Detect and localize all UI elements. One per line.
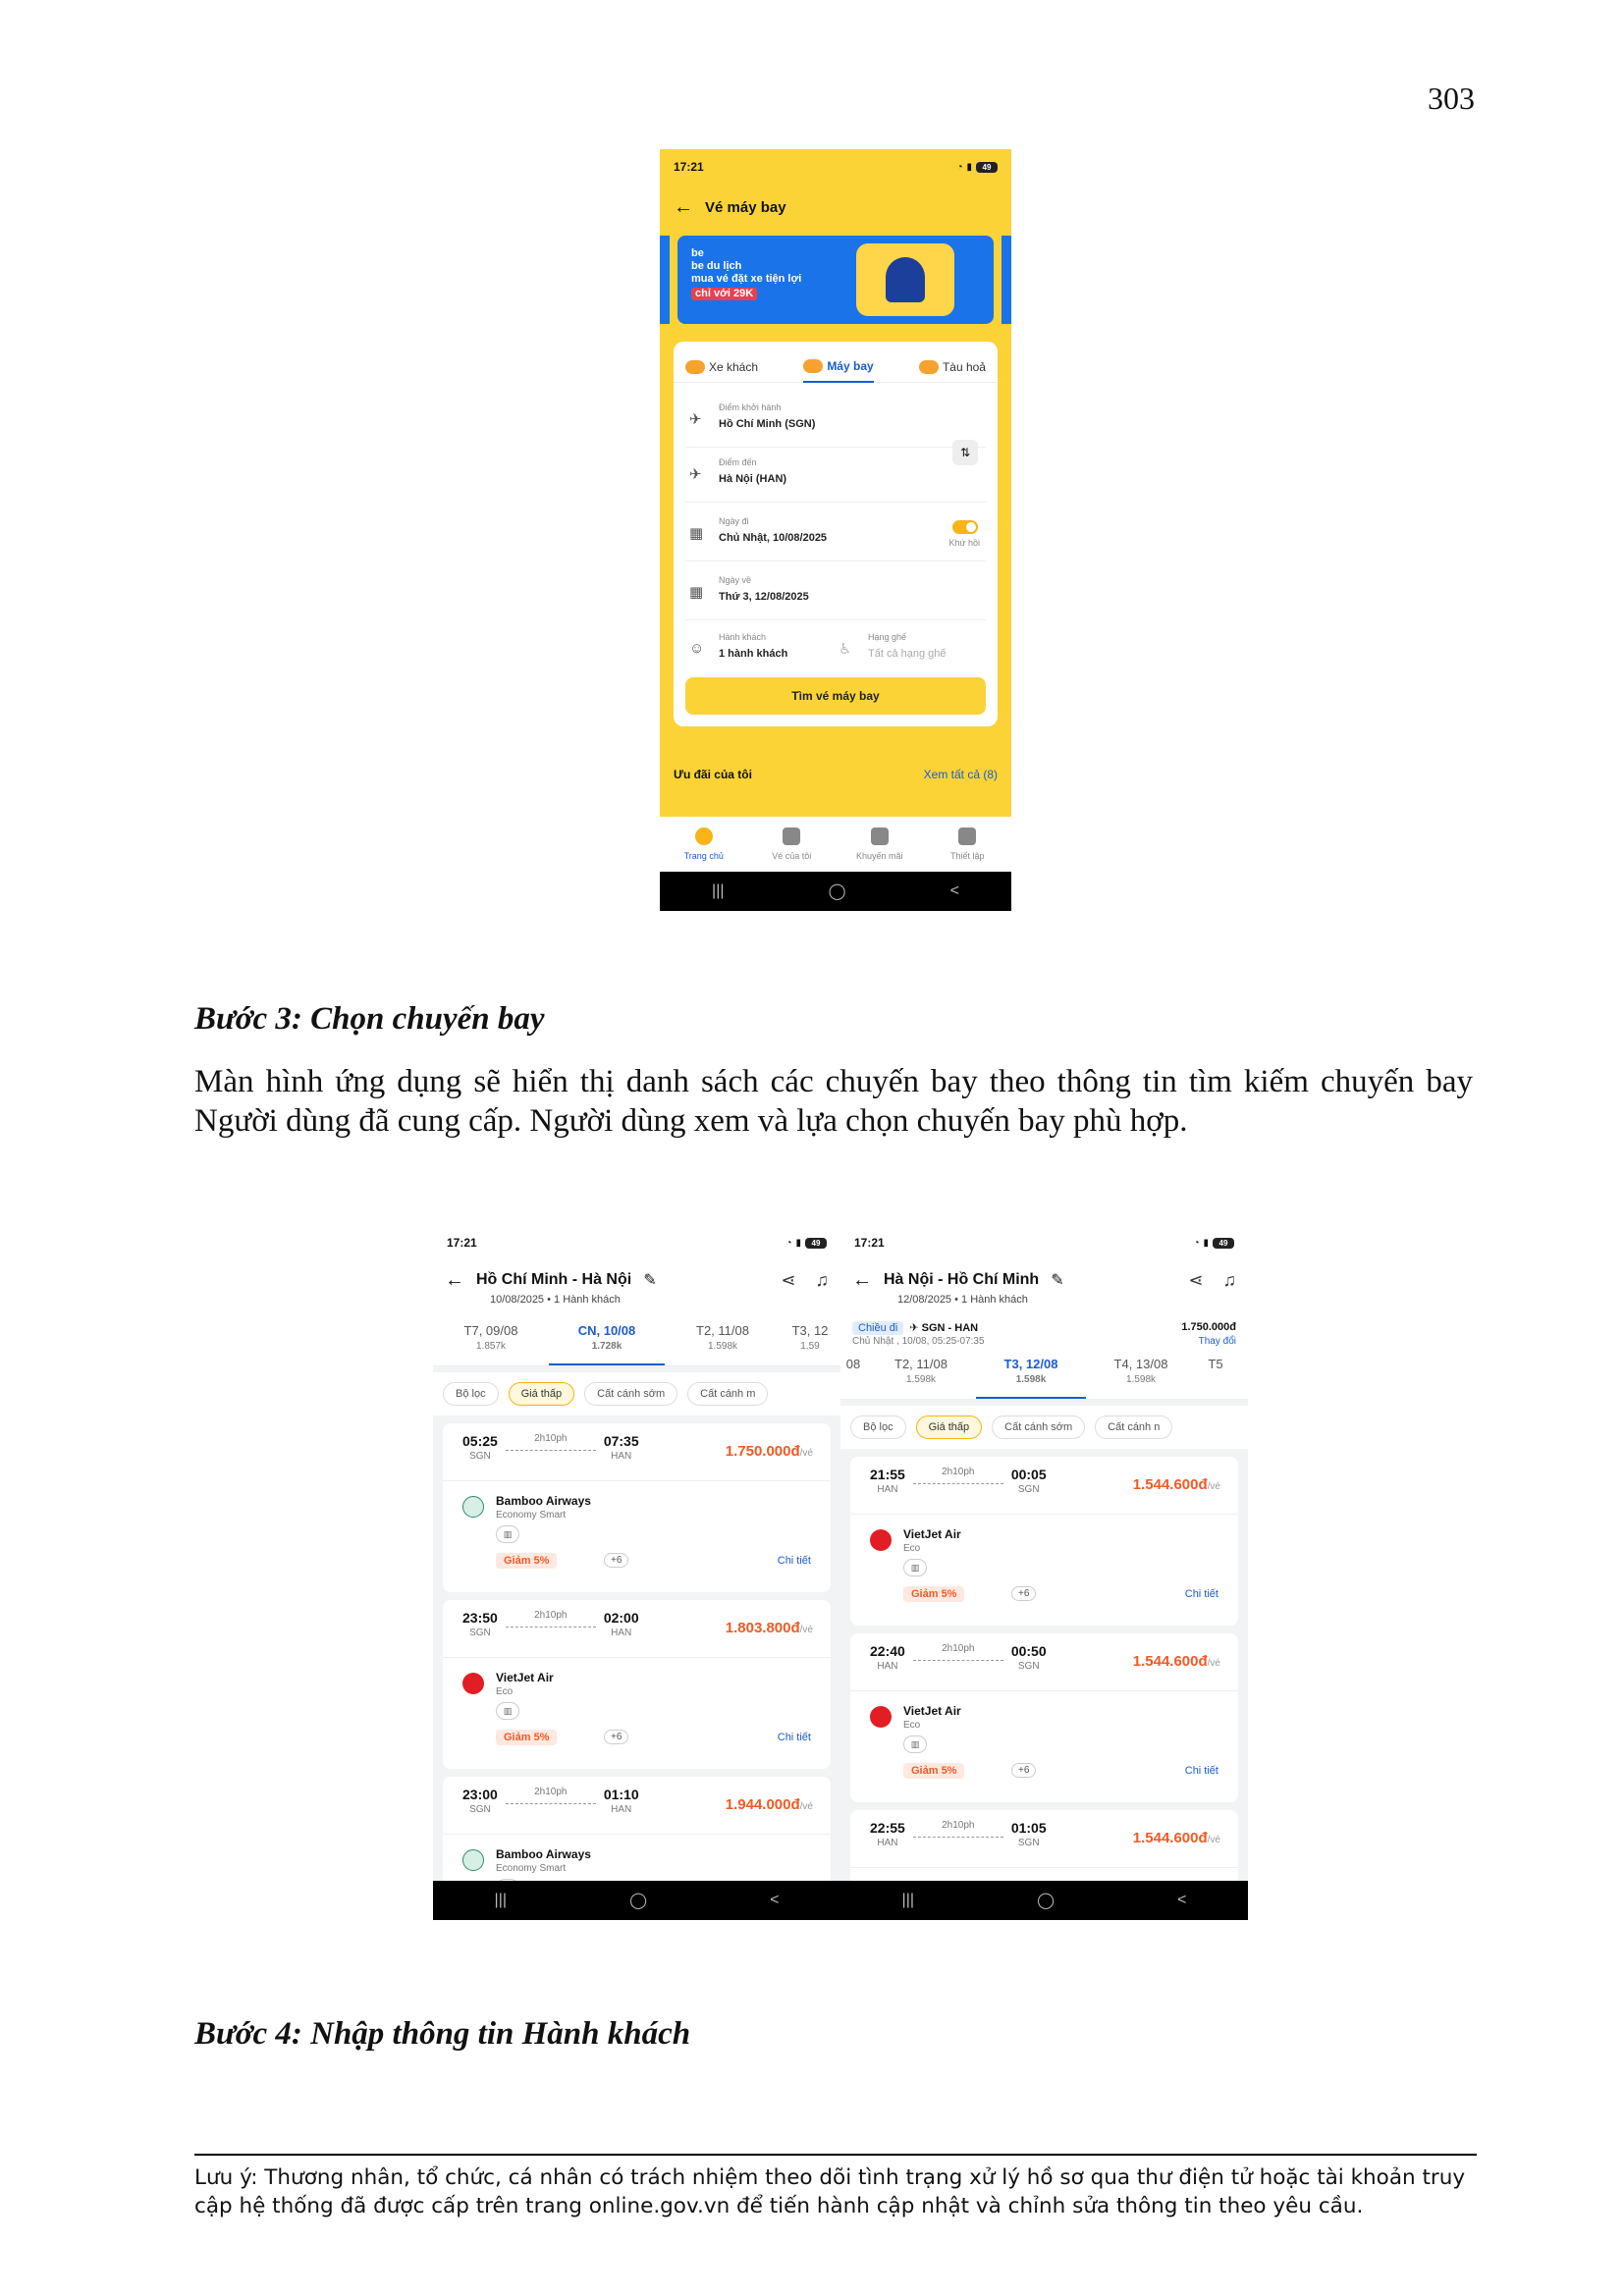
discount-badge: Giảm 5%: [903, 1586, 964, 1602]
banner-line2: mua vé đặt xe tiện lợi: [691, 273, 802, 285]
date-tab[interactable]: [781, 1319, 839, 1365]
swap-icon[interactable]: ⇅: [952, 440, 978, 465]
airline-name: Bamboo Airways: [496, 1494, 591, 1508]
android-nav-bar: [433, 1881, 840, 1920]
nav-label: Trang chủ: [683, 851, 724, 861]
dep-code: HAN: [877, 1838, 898, 1848]
date-label: CN, 10/08: [577, 1323, 636, 1338]
status-icons: [1193, 1238, 1234, 1249]
sort-early-chip[interactable]: Cất cánh sớm: [584, 1382, 677, 1406]
android-nav-bar: [660, 872, 1011, 911]
filter-chips: [840, 1406, 1248, 1449]
date-label: T5: [1208, 1357, 1223, 1371]
duration: 2h10ph: [534, 1787, 568, 1797]
seat-class-value: Tất cả hạng ghế: [868, 648, 947, 660]
wifi-icon: ◔: [956, 161, 963, 173]
fare-class: Eco: [903, 1720, 921, 1731]
price-unit: /vé: [1207, 1658, 1220, 1669]
date-tab[interactable]: [665, 1319, 781, 1365]
date-price: 1.728k: [591, 1341, 623, 1352]
status-icons: [785, 1238, 827, 1249]
outbound-price: 1.750.000đ: [1181, 1321, 1236, 1333]
plane-icon: [803, 359, 823, 373]
banner-illustration: [856, 243, 954, 316]
calendar-icon: ▦: [689, 525, 704, 542]
share-icon[interactable]: ⋖: [781, 1269, 796, 1290]
seat-icon: ♿: [839, 641, 852, 658]
return-date-field[interactable]: [685, 565, 986, 620]
arr-time: 01:05: [1010, 1820, 1047, 1836]
dep-code: HAN: [877, 1484, 898, 1495]
seat-class-label: Hạng ghế: [868, 632, 907, 642]
banner-line1: be du lịch: [691, 260, 742, 272]
arr-code: HAN: [611, 1451, 632, 1462]
vietjet-logo-icon: [462, 1673, 484, 1694]
banner-next-edge: [1001, 236, 1011, 324]
vietjet-logo-icon: [870, 1706, 892, 1728]
dep-time: 22:55: [870, 1820, 905, 1836]
arr-code: SGN: [1017, 1484, 1040, 1495]
back-arrow-icon[interactable]: ←: [852, 1268, 872, 1291]
duration: 2h10ph: [942, 1643, 975, 1654]
arr-time: 02:00: [603, 1610, 639, 1626]
outbound-detail: Chủ Nhật , 10/08, 05:25-07:35: [852, 1336, 985, 1347]
date-tab-selected[interactable]: [976, 1353, 1086, 1399]
duration: 2h10ph: [534, 1610, 568, 1621]
detail-link[interactable]: Chi tiết: [1184, 1588, 1218, 1600]
price: 1.750.000đ: [725, 1443, 800, 1460]
outbound-route: SGN - HAN: [921, 1322, 979, 1334]
banner-brand: be: [691, 247, 704, 259]
route-title: Hà Nội - Hồ Chí Minh: [884, 1271, 1040, 1288]
selected-outbound-row: [840, 1317, 1248, 1334]
phone-screenshot-outbound-list: [433, 1225, 840, 1920]
date-label: T2, 11/08: [894, 1357, 947, 1371]
sort-low-price-chip[interactable]: Giá thấp: [509, 1382, 575, 1406]
arr-code: HAN: [611, 1628, 632, 1638]
filter-chip[interactable]: Bộ lọc: [443, 1382, 499, 1406]
bottom-nav: [660, 817, 1011, 872]
date-tab[interactable]: [1196, 1353, 1235, 1399]
more-badge: +6: [604, 1730, 628, 1744]
date-price: 1.857k: [475, 1341, 507, 1352]
more-badge: +6: [1011, 1586, 1036, 1601]
tab-label: Xe khách: [709, 360, 759, 374]
phone-screenshot-return-list: [840, 1225, 1248, 1920]
back-button[interactable]: <: [949, 882, 959, 899]
landing-icon: ✈: [689, 466, 702, 483]
price-unit: /vé: [799, 1448, 813, 1459]
return-label: Ngày về: [719, 575, 752, 585]
price: 1.944.000đ: [725, 1796, 800, 1813]
dep-time: 23:50: [462, 1610, 498, 1626]
arr-code: SGN: [1017, 1661, 1040, 1672]
origin-label: Điểm khởi hành: [719, 402, 782, 412]
tab-label: Máy bay: [827, 359, 874, 373]
dep-code: SGN: [469, 1451, 491, 1462]
arr-code: HAN: [611, 1804, 632, 1815]
signal-icon: ▮: [966, 161, 972, 173]
date-tab[interactable]: [1086, 1353, 1196, 1399]
date-label: T7, 09/08: [463, 1323, 518, 1338]
flight-card[interactable]: [443, 1423, 831, 1592]
dep-code: SGN: [469, 1804, 491, 1815]
airline-name: VietJet Air: [903, 1704, 961, 1718]
battery-icon: 49: [805, 1238, 827, 1249]
dep-code: HAN: [877, 1661, 898, 1672]
settings-icon: [958, 828, 976, 845]
sort-low-price-chip[interactable]: Giá thấp: [916, 1415, 983, 1439]
status-time: 17:21: [447, 1236, 477, 1250]
arr-time: 00:50: [1010, 1643, 1047, 1659]
date-label: T3, 12: [791, 1323, 829, 1338]
flight-card[interactable]: [850, 1457, 1238, 1626]
share-icon[interactable]: ⋖: [1188, 1269, 1204, 1290]
nav-label: Vé của tôi: [772, 851, 812, 861]
arr-time: 01:10: [603, 1787, 639, 1802]
depart-value: Chủ Nhật, 10/08/2025: [719, 532, 828, 544]
depart-date-field[interactable]: [685, 507, 986, 561]
sort-late-chip[interactable]: Cất cánh m: [687, 1382, 768, 1406]
transport-mode-tabs: [674, 342, 998, 383]
back-button[interactable]: <: [770, 1892, 780, 1908]
back-button[interactable]: <: [1177, 1892, 1187, 1908]
bamboo-logo-icon: [462, 1849, 484, 1871]
nav-item-settings[interactable]: [933, 828, 1001, 861]
price: 1.803.800đ: [725, 1620, 800, 1636]
dep-time: 22:40: [870, 1643, 905, 1659]
destination-value: Hà Nội (HAN): [719, 473, 787, 485]
filter-chips: [433, 1372, 840, 1415]
depart-label: Ngày đi: [719, 516, 749, 526]
dep-time: 23:00: [462, 1787, 498, 1802]
signal-icon: ▮: [795, 1237, 801, 1249]
baggage-icon: ▥: [903, 1735, 927, 1753]
nav-label: Khuyến mãi: [855, 851, 903, 861]
page-title: Vé máy bay: [705, 198, 786, 216]
fare-class: Eco: [496, 1686, 514, 1697]
date-label: T4, 13/08: [1113, 1357, 1168, 1371]
step4-heading: Bước 4: Nhập thông tin Hành khách: [194, 2016, 691, 2052]
page-number: 303: [1428, 80, 1475, 116]
destination-label: Điểm đến: [719, 457, 757, 467]
banner-price: chỉ với 29K: [691, 288, 757, 300]
nav-item-promotions[interactable]: [845, 828, 914, 861]
passengers-label: Hành khách: [719, 632, 767, 642]
date-tab-selected[interactable]: [549, 1319, 665, 1365]
dep-time: 05:25: [462, 1433, 498, 1449]
dep-time: 21:55: [870, 1467, 905, 1482]
tab-flight[interactable]: [803, 351, 873, 383]
status-time: 17:21: [854, 1236, 885, 1250]
back-arrow-icon[interactable]: ←: [674, 195, 693, 218]
price: 1.544.600đ: [1132, 1830, 1208, 1846]
price-unit: /vé: [799, 1625, 813, 1635]
discount-badge: Giảm 5%: [903, 1763, 964, 1779]
duration: 2h10ph: [534, 1433, 568, 1444]
arr-time: 07:35: [603, 1433, 639, 1449]
more-badge: +6: [604, 1553, 628, 1568]
sort-early-chip[interactable]: Cất cánh sớm: [992, 1415, 1085, 1439]
train-icon: [919, 360, 939, 374]
recents-button[interactable]: |||: [712, 882, 725, 899]
baggage-icon: ▥: [496, 1702, 519, 1720]
status-icons: [956, 162, 998, 173]
plane-icon: ✈: [909, 1322, 922, 1334]
step3-heading: Bước 3: Chọn chuyến bay: [194, 1001, 545, 1037]
calendar-icon: ▦: [689, 584, 704, 601]
passengers-field[interactable]: [685, 622, 833, 677]
more-badge: +6: [1011, 1763, 1036, 1778]
route-title: Hồ Chí Minh - Hà Nội: [476, 1271, 632, 1288]
bell-icon[interactable]: ♫: [815, 1269, 829, 1290]
footer-divider: [194, 2154, 1477, 2156]
price-unit: /vé: [1207, 1481, 1220, 1492]
app-header: [660, 185, 1011, 230]
wifi-icon: ◔: [785, 1237, 792, 1249]
round-trip-label: Khứ hồi: [948, 538, 980, 548]
edit-icon[interactable]: ✎: [1051, 1272, 1064, 1289]
status-bar: [433, 1225, 840, 1260]
banner-text: [691, 247, 801, 300]
fare-class: Eco: [903, 1543, 921, 1554]
date-label: T3, 12/08: [1003, 1357, 1058, 1371]
outbound-badge: Chiều đi: [852, 1321, 903, 1335]
back-arrow-icon[interactable]: ←: [445, 1268, 464, 1291]
fare-class: Economy Smart: [496, 1510, 567, 1521]
status-bar: [840, 1225, 1248, 1260]
price-unit: /vé: [799, 1801, 813, 1812]
price: 1.544.600đ: [1132, 1653, 1208, 1670]
tab-train[interactable]: [919, 351, 986, 383]
fare-class: Economy Smart: [496, 1863, 567, 1874]
arr-code: SGN: [1017, 1838, 1040, 1848]
airline-name: Bamboo Airways: [496, 1847, 591, 1861]
offers-row: [674, 768, 998, 781]
nav-label: Thiết lập: [949, 851, 985, 861]
date-label: 08: [845, 1357, 861, 1371]
status-bar: [660, 149, 1011, 185]
flight-card[interactable]: [850, 1633, 1238, 1802]
promo-icon: [871, 828, 889, 845]
offers-view-all-link[interactable]: Xem tất cả (8): [923, 768, 998, 781]
baggage-icon: ▥: [496, 1525, 519, 1543]
search-flights-button[interactable]: Tìm vé máy bay: [685, 677, 986, 715]
date-selector: [433, 1319, 840, 1366]
date-price: 1.598k: [1015, 1374, 1047, 1385]
home-button[interactable]: ◯: [629, 1893, 648, 1909]
sort-late-chip[interactable]: Cất cánh n: [1095, 1415, 1172, 1439]
seat-class-field[interactable]: [835, 622, 982, 677]
detail-link[interactable]: Chi tiết: [1184, 1765, 1218, 1777]
duration: 2h10ph: [942, 1467, 975, 1477]
route-subtitle: 12/08/2025 • 1 Hành khách: [897, 1294, 1028, 1306]
home-button[interactable]: ◯: [1037, 1893, 1056, 1909]
vietjet-logo-icon: [870, 1529, 892, 1551]
destination-field[interactable]: [685, 448, 986, 503]
origin-field[interactable]: [685, 393, 986, 459]
date-tab[interactable]: [840, 1353, 866, 1399]
android-nav-bar: [840, 1881, 1248, 1920]
battery-icon: 49: [976, 162, 998, 173]
people-icon: ☺: [689, 640, 705, 657]
passengers-value: 1 hành khách: [719, 648, 788, 660]
date-tab[interactable]: [866, 1353, 976, 1399]
nav-item-home[interactable]: [670, 828, 738, 861]
date-tab[interactable]: [433, 1319, 549, 1365]
offers-title: Ưu đãi của tôi: [674, 768, 752, 781]
date-price: 1.598k: [1125, 1374, 1157, 1385]
discount-badge: Giảm 5%: [496, 1553, 557, 1569]
battery-icon: 49: [1213, 1238, 1234, 1249]
dep-code: SGN: [469, 1628, 491, 1638]
price: 1.544.600đ: [1132, 1476, 1208, 1493]
results-header: [840, 1225, 1248, 1400]
date-label: T2, 11/08: [696, 1323, 749, 1338]
step3-paragraph: Màn hình ứng dụng sẽ hiển thị danh sách các chuyến bay theo thông tin tìm kiếm chuyến bay Người dùng đã cung cấp. Người dùng xem và lựa chọn chuyến bay phù hợp.: [194, 1064, 1473, 1139]
takeoff-icon: ✈: [689, 411, 702, 428]
selected-outbound-sub: [840, 1334, 1248, 1347]
discount-badge: Giảm 5%: [496, 1730, 557, 1745]
promo-banner[interactable]: [677, 236, 994, 324]
duration: 2h10ph: [942, 1820, 975, 1831]
recents-button[interactable]: |||: [494, 1892, 508, 1908]
detail-link[interactable]: Chi tiết: [777, 1732, 811, 1743]
flight-card[interactable]: [443, 1600, 831, 1769]
footer-note: Lưu ý: Thương nhân, tổ chức, cá nhân có trách nhiệm theo dõi tình trạng xử lý hồ sơ qua thư điện tử hoặc tài khoản truy cập hệ thống đã được cấp trên trang online.gov.vn để tiến hành cập nhật và chỉnh sửa thông tin theo yêu cầu.: [194, 2165, 1466, 2218]
bamboo-logo-icon: [462, 1496, 484, 1518]
change-outbound-link[interactable]: Thay đổi: [1198, 1336, 1236, 1347]
airline-name: VietJet Air: [903, 1527, 961, 1541]
round-trip-toggle[interactable]: [952, 520, 978, 534]
wifi-icon: ◔: [1193, 1237, 1200, 1249]
tab-bus[interactable]: [685, 351, 758, 383]
arr-time: 00:05: [1010, 1467, 1047, 1482]
phone-screenshot-search: [660, 149, 1011, 911]
price-unit: /vé: [1207, 1835, 1220, 1845]
banner-prev-edge: [660, 236, 670, 324]
edit-icon[interactable]: ✎: [643, 1272, 657, 1289]
home-button[interactable]: ◯: [828, 883, 846, 900]
airline-name: VietJet Air: [496, 1671, 554, 1684]
signal-icon: ▮: [1203, 1237, 1209, 1249]
tab-label: Tàu hoả: [942, 360, 986, 374]
filter-chip[interactable]: Bộ lọc: [850, 1415, 906, 1439]
bell-icon[interactable]: ♫: [1222, 1269, 1236, 1290]
nav-item-my-tickets[interactable]: [757, 828, 826, 861]
route-subtitle: 10/08/2025 • 1 Hành khách: [490, 1294, 621, 1306]
results-header: [433, 1225, 840, 1366]
ticket-icon: [783, 828, 800, 845]
origin-value: Hồ Chí Minh (SGN): [719, 418, 816, 430]
recents-button[interactable]: |||: [901, 1892, 915, 1908]
return-value: Thứ 3, 12/08/2025: [719, 591, 809, 603]
bus-icon: [685, 360, 705, 374]
search-card: [674, 342, 998, 726]
detail-link[interactable]: Chi tiết: [777, 1555, 811, 1567]
date-price: 1.59: [800, 1341, 820, 1352]
home-icon: [695, 828, 713, 845]
status-time: 17:21: [674, 160, 704, 174]
date-selector: [840, 1353, 1248, 1400]
date-price: 1.598k: [905, 1374, 937, 1385]
date-price: 1.598k: [707, 1341, 738, 1352]
baggage-icon: ▥: [903, 1559, 927, 1576]
